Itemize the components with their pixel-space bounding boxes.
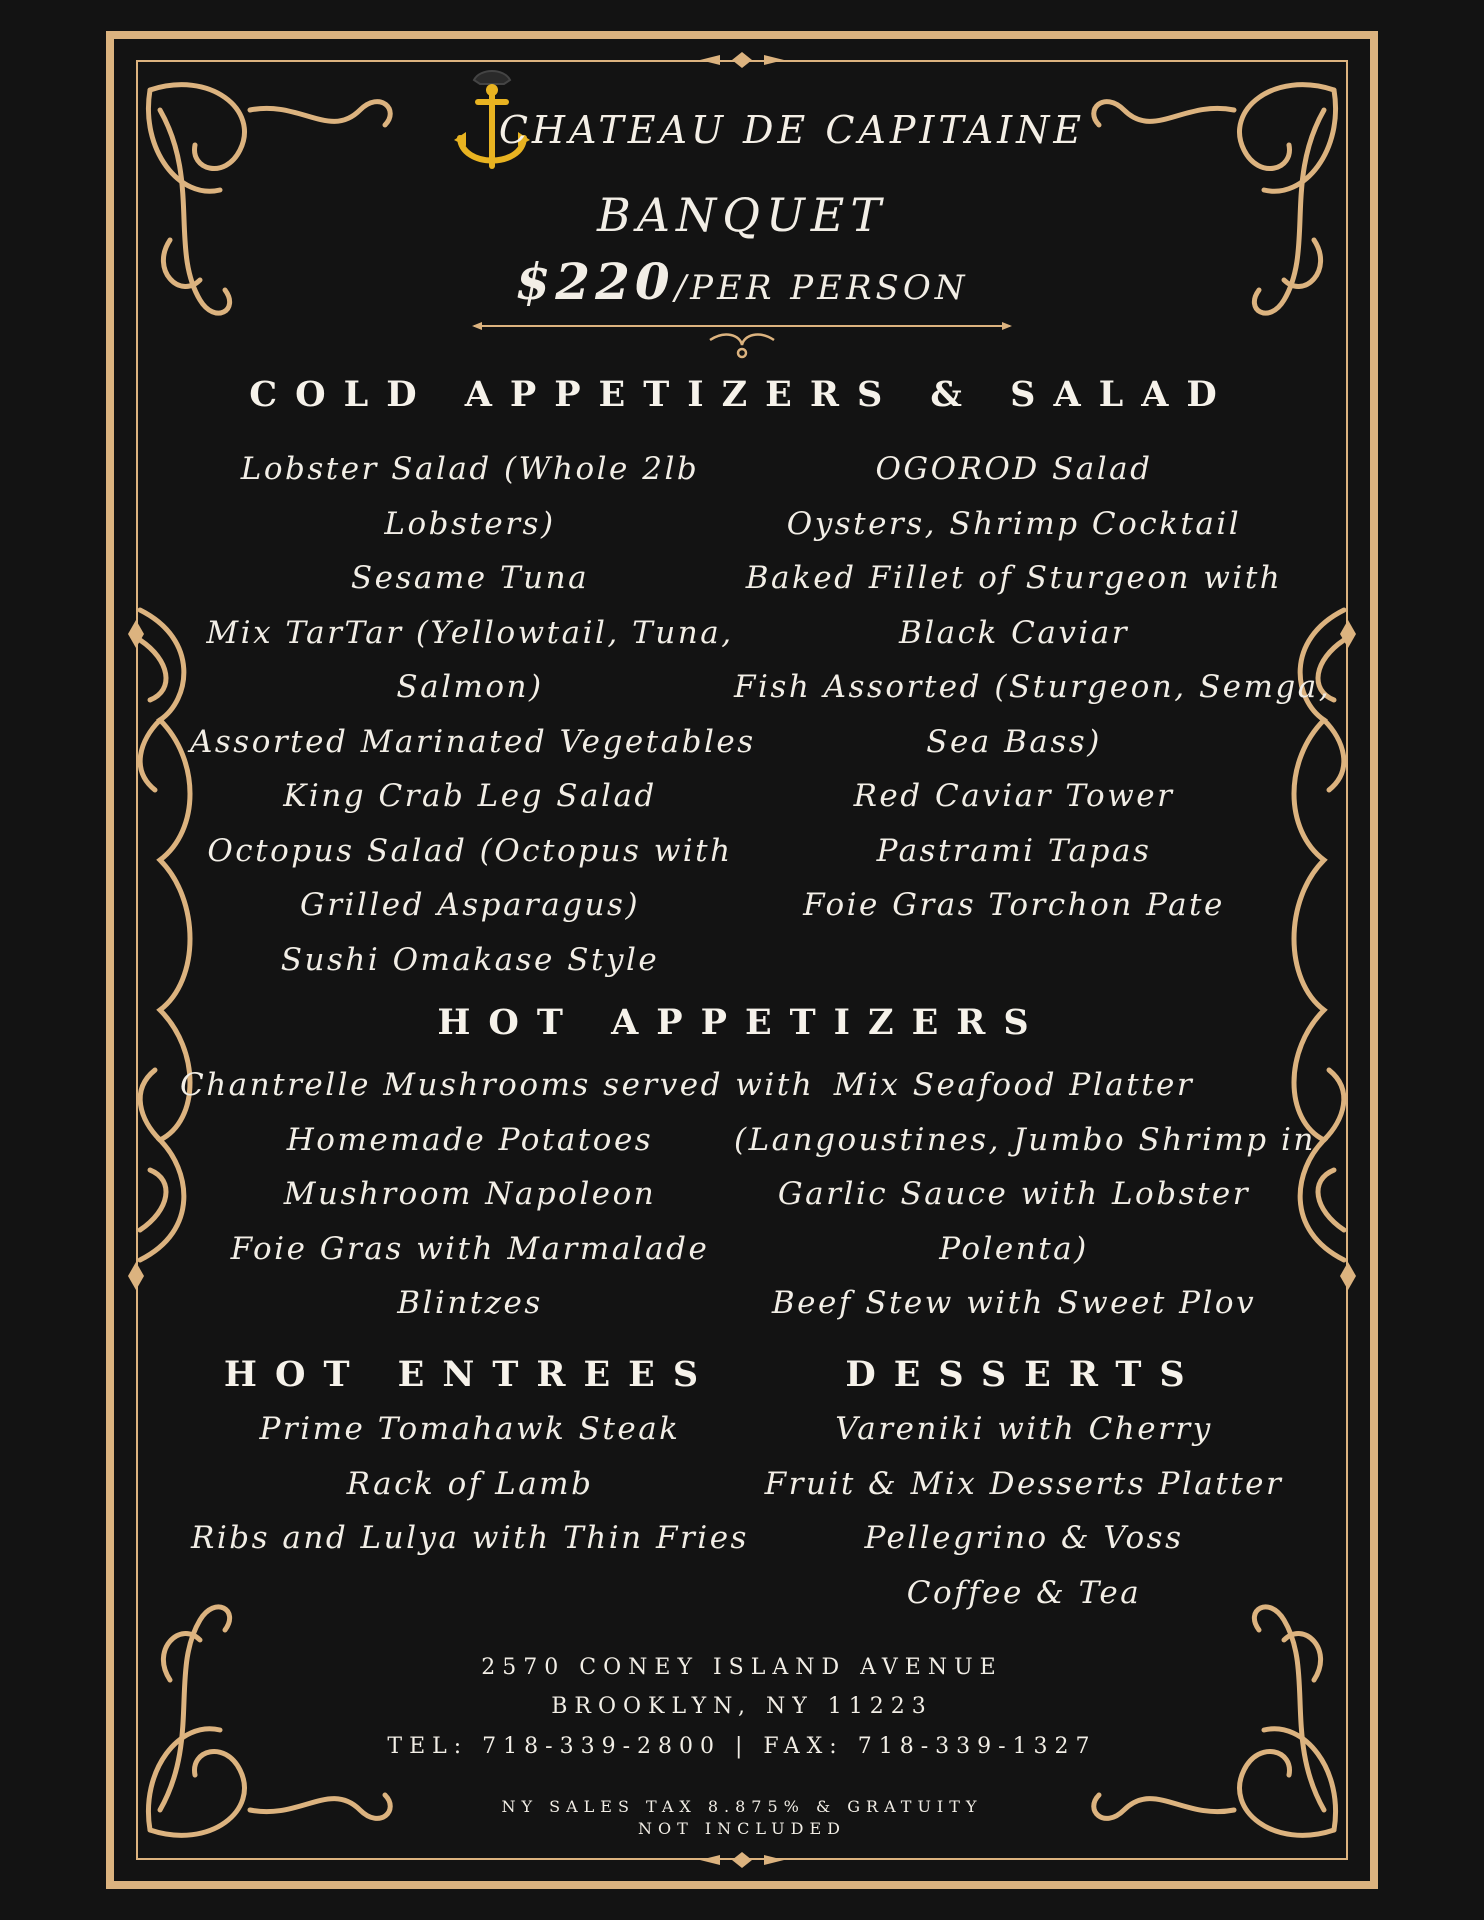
menu-item: Sea Bass) — [926, 723, 1102, 760]
cold-appetizers-left-list — [190, 442, 756, 987]
hot-appetizers-right-list — [734, 1058, 1316, 1331]
menu-item: Oysters, Shrimp Cocktail — [786, 505, 1242, 542]
menu-item: (Langoustines, Jumbo Shrimp in — [734, 1121, 1316, 1158]
restaurant-name: CHATEAU DE CAPITAINE — [498, 108, 1086, 152]
menu-item: Sushi Omakase Style — [280, 941, 660, 978]
section-heading-cold-appetizers: COLD APPETIZERS & SALAD — [249, 374, 1235, 415]
menu-item: Octopus Salad (Octopus with — [207, 832, 733, 869]
price-line — [0, 252, 1484, 311]
menu-item: Baked Fillet of Sturgeon with — [745, 560, 1283, 596]
menu-item: Rack of Lamb — [346, 1465, 594, 1502]
phone-fax: TEL: 718-339-2800 | FAX: 718-339-1327 — [387, 1734, 1097, 1759]
menu-item: Black Caviar — [898, 614, 1130, 651]
menu-item: Fish Assorted (Sturgeon, Semga, — [734, 669, 1332, 705]
menu-item: Foie Gras with Marmalade — [230, 1230, 710, 1267]
address-city: BROOKLYN, NY 11223 — [551, 1694, 933, 1719]
menu-item: Homemade Potatoes — [286, 1121, 654, 1158]
menu-item: OGOROD Salad — [875, 451, 1153, 487]
menu-item: Salmon) — [396, 669, 544, 705]
menu-item: Lobster Salad (Whole 2lb — [240, 451, 700, 487]
menu-item: Coffee & Tea — [906, 1574, 1142, 1611]
side-flourish-right — [1294, 610, 1344, 1260]
address-street: 2570 CONEY ISLAND AVENUE — [481, 1655, 1003, 1680]
menu-item: Grilled Asparagus) — [299, 887, 641, 923]
menu-item: Chantrelle Mushrooms served with — [180, 1067, 815, 1103]
menu-item: Polenta) — [939, 1230, 1089, 1267]
menu-item: Ribs and Lulya with Thin Fries — [191, 1520, 749, 1556]
menu-item: Mix Seafood Platter — [833, 1067, 1195, 1103]
hot-entrees-list — [190, 1402, 750, 1566]
menu-item: Vareniki with Cherry — [835, 1411, 1213, 1447]
section-heading-hot-appetizers: HOT APPETIZERS — [437, 1002, 1047, 1043]
menu-item: Sesame Tuna — [350, 560, 590, 596]
menu-item: Assorted Marinated Vegetables — [190, 723, 756, 760]
menu-item: Mushroom Napoleon — [283, 1176, 657, 1212]
menu-item: Foie Gras Torchon Pate — [803, 887, 1225, 923]
cold-appetizers-right-list — [734, 442, 1332, 933]
section-heading-desserts: DESSERTS — [845, 1354, 1203, 1395]
section-heading-hot-entrees: HOT ENTREES — [223, 1354, 717, 1395]
tax-note-line2: NOT INCLUDED — [637, 1819, 846, 1838]
menu-item: King Crab Leg Salad — [283, 778, 657, 814]
menu-item: Fruit & Mix Desserts Platter — [764, 1465, 1284, 1502]
hot-appetizers-left-list — [180, 1058, 815, 1331]
menu-item: Mix TarTar (Yellowtail, Tuna, — [206, 614, 734, 651]
price-suffix: /PER PERSON — [674, 268, 969, 308]
menu-item: Red Caviar Tower — [853, 778, 1175, 814]
menu-title: BANQUET — [596, 188, 887, 242]
tax-note-line1: NY SALES TAX 8.875% & GRATUITY — [501, 1797, 983, 1816]
menu-item: Beef Stew with Sweet Plov — [771, 1285, 1257, 1321]
menu-item: Blintzes — [397, 1285, 543, 1321]
price-amount: $220 — [515, 252, 675, 311]
menu-item: Lobsters) — [384, 505, 556, 542]
menu-item: Garlic Sauce with Lobster — [777, 1176, 1251, 1212]
menu-item: Prime Tomahawk Steak — [259, 1411, 681, 1447]
menu-item: Pastrami Tapas — [876, 832, 1152, 869]
menu-item: Pellegrino & Voss — [864, 1520, 1184, 1556]
desserts-list — [744, 1402, 1304, 1620]
